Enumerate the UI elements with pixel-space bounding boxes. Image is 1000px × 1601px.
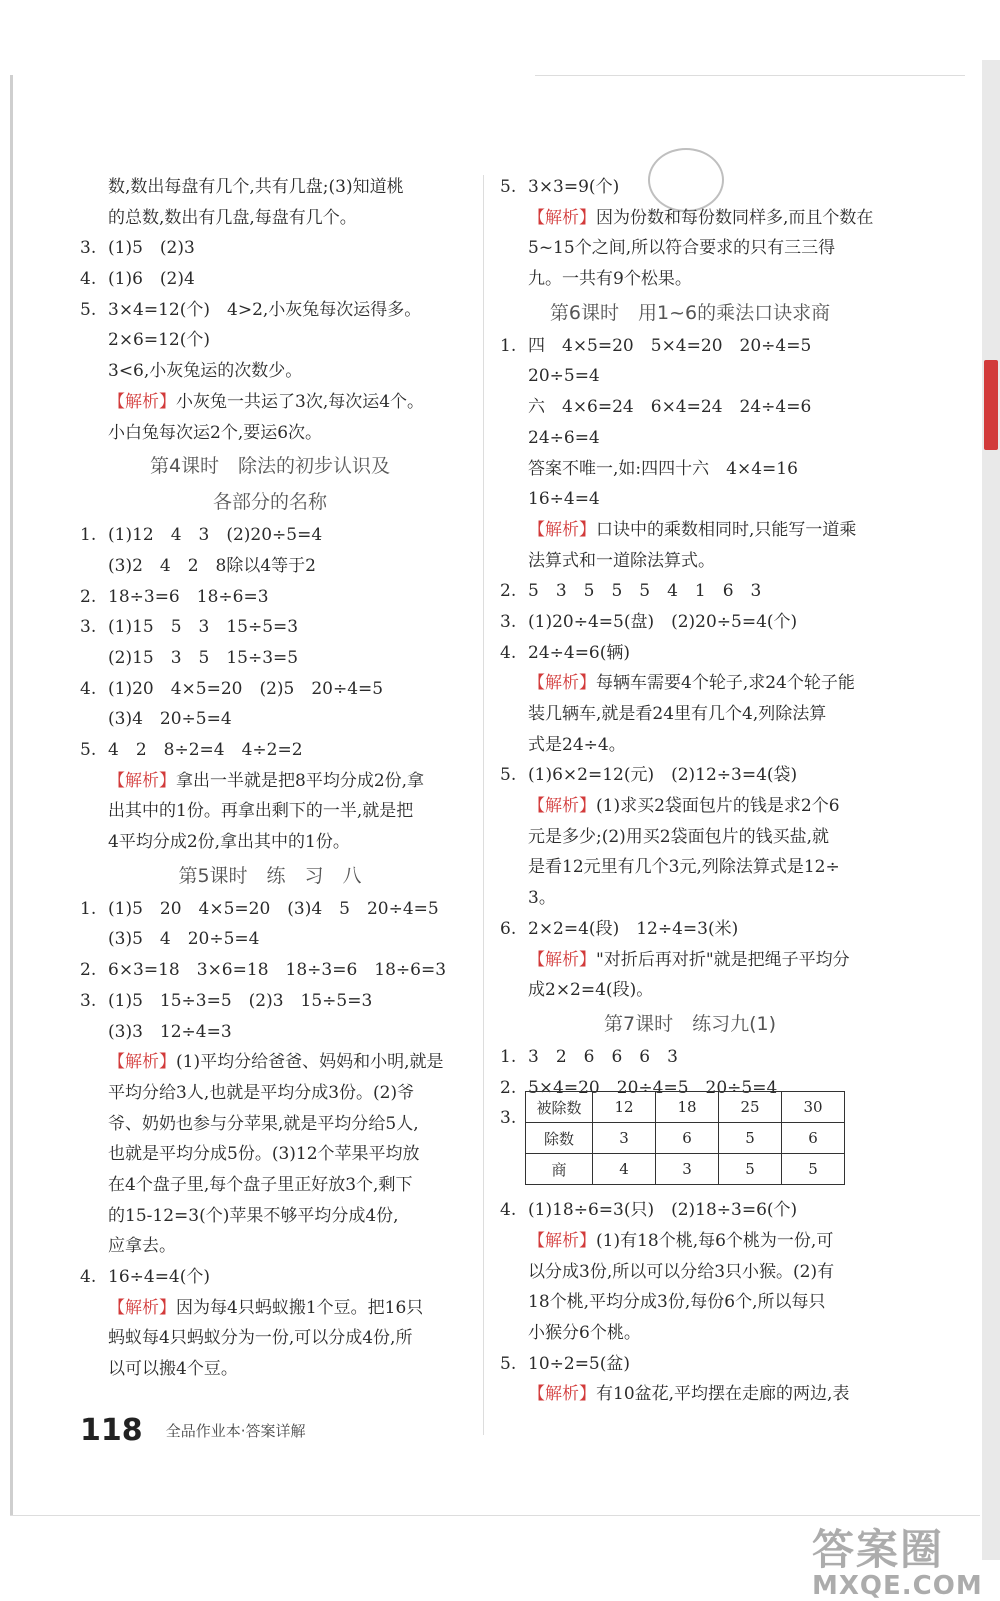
- answer-line: [80, 1170, 460, 1201]
- analysis-text: (1)有18个桃,每6个桃为一份,可: [596, 1231, 834, 1251]
- line-text: 4平均分成2份,拿出其中的1份。: [108, 832, 350, 853]
- line-text: 装几辆车,就是看24里有几个4,列除法算: [528, 704, 827, 724]
- table-row: [526, 1123, 845, 1154]
- row-header: 被除数: [526, 1092, 593, 1123]
- item-number: 2.: [80, 960, 97, 981]
- line-text: 出其中的1份。再拿出剩下的一半,就是把: [108, 801, 414, 822]
- line-text: 6×3=18 3×6=18 18÷3=6 18÷6=3: [108, 960, 447, 981]
- answer-line: [80, 1017, 460, 1048]
- answer-line: [500, 1226, 880, 1257]
- analysis-tag: 【解析】: [528, 673, 596, 694]
- line-text: 应拿去。: [108, 1236, 176, 1257]
- line-text: 第4课时 除法的初步认识及: [149, 455, 391, 478]
- answer-line: [500, 1195, 880, 1226]
- answer-line: [500, 454, 880, 485]
- column-divider: [483, 175, 484, 1435]
- line-text: 5 3 5 5 5 4 1 6 3: [528, 581, 762, 602]
- line-text: (1)5 20 4×5=20 (3)4 5 20÷4=5: [108, 898, 439, 919]
- line-text: 10÷2=5(盆): [528, 1353, 631, 1374]
- item-number: 4.: [80, 678, 97, 699]
- line-text: 法算式和一道除法算式。: [528, 550, 715, 571]
- line-text: 四 4×5=20 5×4=20 20÷4=5: [528, 335, 812, 356]
- line-text: 4 2 8÷2=4 4÷2=2: [108, 740, 303, 760]
- answer-line: [500, 822, 880, 853]
- analysis-text: 拿出一半就是把8平均分成2份,拿: [176, 770, 425, 791]
- line-text: [528, 515, 856, 546]
- edge-tab: [984, 360, 998, 450]
- item-number: 4.: [500, 642, 517, 663]
- answer-line: [500, 1287, 880, 1318]
- answer-line: [500, 914, 880, 945]
- answer-line: [80, 1323, 460, 1354]
- line-text: 成2×2=4(段)。: [528, 980, 654, 1001]
- answer-line: [80, 674, 460, 705]
- table-row: [526, 1092, 845, 1123]
- answer-line: [80, 1231, 460, 1262]
- division-table: [525, 1091, 845, 1185]
- table-cell: 18: [656, 1092, 719, 1123]
- line-text: [108, 766, 424, 797]
- answer-line: [500, 203, 880, 234]
- line-text: 20÷5=4: [528, 366, 600, 387]
- line-text: [528, 668, 855, 699]
- analysis-tag: 【解析】: [528, 796, 596, 817]
- item-number: 2.: [500, 1077, 517, 1098]
- logo-url: MXQE.COM: [812, 1571, 983, 1601]
- bottom-rule: [10, 1515, 980, 1516]
- item-number: 1.: [80, 525, 97, 546]
- line-text: (1)18÷6=3(只) (2)18÷3=6(个): [528, 1200, 798, 1221]
- answer-line: [500, 1257, 880, 1288]
- line-text: 的15-12=3(个)苹果不够平均分成4份,: [108, 1205, 399, 1226]
- analysis-tag: 【解析】: [528, 949, 596, 970]
- analysis-text: 因为每4只蚂蚁搬1个豆。把16只: [176, 1297, 424, 1318]
- analysis-text: 小灰兔一共运了3次,每次运4个。: [176, 391, 425, 412]
- line-text: (3)4 20÷5=4: [108, 709, 232, 730]
- item-number: 5.: [500, 177, 517, 197]
- line-text: 是看12元里有几个3元,列除法算式是12÷: [528, 857, 840, 878]
- analysis-text: 因为份数和每份数同样多,而且个数在: [596, 207, 874, 228]
- line-text: 3。: [528, 888, 556, 909]
- answer-line: [80, 356, 460, 387]
- item-number: 1.: [500, 335, 517, 356]
- line-text: [108, 1047, 443, 1078]
- page-footer: [80, 1413, 306, 1448]
- line-text: 以分成3份,所以可以分给3只小猴。(2)有: [528, 1261, 835, 1282]
- line-text: (1)6×2=12(元) (2)12÷3=4(袋): [528, 765, 798, 786]
- answer-line: [80, 582, 460, 613]
- item-number: 3.: [500, 611, 517, 632]
- item-number: 3.: [500, 1108, 517, 1129]
- line-text: [528, 791, 840, 822]
- line-text: 也就是平均分成5份。(3)12个苹果平均放: [108, 1144, 420, 1165]
- answer-line: [500, 515, 880, 546]
- analysis-tag: 【解析】: [528, 207, 596, 228]
- analysis-text: (1)平均分给爸爸、妈妈和小明,就是: [176, 1052, 444, 1073]
- line-text: 式是24÷4。: [528, 734, 626, 755]
- line-text: [528, 1226, 833, 1257]
- line-text: (1)20÷4=5(盘) (2)20÷5=4(个): [528, 611, 798, 632]
- item-number: 1.: [500, 1046, 517, 1067]
- line-text: [528, 1379, 849, 1410]
- line-text: 5×4=20 20÷4=5 20÷5=4: [528, 1077, 778, 1098]
- line-text: (1)12 4 3 (2)20÷5=4: [108, 525, 323, 546]
- answer-line: [80, 612, 460, 643]
- line-text: (1)15 5 3 15÷5=3: [108, 617, 299, 638]
- analysis-tag: 【解析】: [108, 770, 176, 791]
- item-number: 5.: [500, 1353, 517, 1374]
- item-number: 5.: [500, 765, 517, 786]
- left-column: [80, 172, 460, 1385]
- item-number: 3.: [80, 238, 97, 259]
- answer-line: [80, 172, 460, 203]
- answer-line: [80, 264, 460, 295]
- line-text: 18个桃,平均分成3份,每份6个,所以每只: [528, 1292, 826, 1313]
- table-cell: 30: [782, 1092, 845, 1123]
- answer-line: [500, 1042, 880, 1073]
- line-text: (3)5 4 20÷5=4: [108, 929, 260, 950]
- item-number: 4.: [80, 1267, 97, 1287]
- answer-line: [80, 418, 460, 449]
- answer-line: [80, 1293, 460, 1324]
- section-heading: [500, 1006, 880, 1042]
- answer-line: [500, 1349, 880, 1380]
- item-number: 3.: [80, 617, 97, 638]
- answer-line: [80, 796, 460, 827]
- answer-line: [500, 172, 880, 203]
- answer-line: [80, 295, 460, 326]
- answer-line: [500, 392, 880, 423]
- answer-line: [500, 699, 880, 730]
- line-text: 24÷6=4: [528, 427, 600, 448]
- answer-line: [80, 520, 460, 551]
- line-text: (3)3 12÷4=3: [108, 1021, 232, 1042]
- item-number: 4.: [80, 269, 97, 290]
- table-cell: 3: [593, 1123, 656, 1154]
- row-header: 商: [526, 1154, 593, 1185]
- line-text: [528, 203, 873, 234]
- answer-line: [500, 975, 880, 1006]
- item-number: 2.: [500, 581, 517, 602]
- section-heading: [80, 858, 460, 894]
- answer-line: [500, 668, 880, 699]
- line-text: 3 2 6 6 6 3: [528, 1046, 678, 1067]
- line-text: 第6课时 用1~6的乘法口诀求商: [549, 301, 831, 324]
- answer-line: [500, 607, 880, 638]
- answer-line: [500, 361, 880, 392]
- answer-line: [80, 643, 460, 674]
- answer-line: [500, 852, 880, 883]
- answer-line: [80, 325, 460, 356]
- section-heading: [80, 484, 460, 520]
- answer-line: [80, 1139, 460, 1170]
- answer-line: [500, 1318, 880, 1349]
- item-number: 2.: [80, 586, 97, 607]
- line-text: (3)2 4 2 8除以4等于2: [108, 555, 316, 576]
- line-text: 24÷4=6(辆): [528, 642, 631, 663]
- analysis-tag: 【解析】: [528, 1384, 596, 1405]
- line-text: 16÷4=4(个): [108, 1267, 211, 1287]
- answer-line: [80, 551, 460, 582]
- line-text: 小猴分6个桃。: [528, 1323, 641, 1344]
- analysis-text: 每辆车需要4个轮子,求24个轮子能: [596, 673, 855, 694]
- line-text: 数,数出每盘有几个,共有几盘;(3)知道桃: [108, 177, 404, 197]
- item-number: 5.: [80, 740, 97, 760]
- line-text: 元是多少;(2)用买2袋面包片的钱买盐,就: [528, 826, 830, 847]
- table-cell: 5: [719, 1154, 782, 1185]
- answer-line: [80, 704, 460, 735]
- answer-line: [80, 1201, 460, 1232]
- analysis-tag: 【解析】: [528, 1231, 596, 1251]
- line-text: 第5课时 练 习 八: [178, 864, 362, 887]
- watermark-logo: [812, 1517, 983, 1601]
- line-text: 六 4×6=24 6×4=24 24÷4=6: [528, 397, 812, 418]
- line-text: (2)15 3 5 15÷3=5: [108, 647, 299, 668]
- answer-line: [500, 945, 880, 976]
- right-column: [500, 172, 880, 1410]
- table-cell: 6: [782, 1123, 845, 1154]
- line-text: 3<6,小灰兔运的次数少。: [108, 361, 303, 382]
- page-number: 118: [80, 1413, 143, 1448]
- answer-line: [80, 1262, 460, 1293]
- line-text: [108, 1293, 423, 1324]
- answer-line: [500, 233, 880, 264]
- analysis-tag: 【解析】: [108, 1052, 176, 1073]
- answer-line: [80, 827, 460, 858]
- line-text: 2×2=4(段) 12÷4=3(米): [528, 918, 739, 939]
- line-text: [108, 387, 424, 418]
- item-number: 5.: [80, 299, 97, 320]
- page-border: [10, 75, 13, 1515]
- table-cell: 25: [719, 1092, 782, 1123]
- line-text: 小白兔每次运2个,要运6次。: [108, 422, 323, 443]
- analysis-text: "对折后再对折"就是把绳子平均分: [596, 949, 850, 970]
- table-cell: 3: [656, 1154, 719, 1185]
- line-text: 18÷3=6 18÷6=3: [108, 586, 269, 607]
- answer-line: [80, 735, 460, 766]
- answer-line: [80, 894, 460, 925]
- answer-line: [80, 1078, 460, 1109]
- analysis-text: 口诀中的乘数相同时,只能写一道乘: [596, 519, 857, 540]
- answer-line: [500, 546, 880, 577]
- answer-line: [80, 1354, 460, 1385]
- section-heading: [500, 295, 880, 331]
- answer-line: [80, 955, 460, 986]
- page-edge: [982, 60, 1000, 1560]
- table-row: [526, 1154, 845, 1185]
- answer-line: [500, 264, 880, 295]
- analysis-tag: 【解析】: [108, 1297, 176, 1318]
- answer-line: [500, 484, 880, 515]
- answer-line: [80, 766, 460, 797]
- line-text: (1)20 4×5=20 (2)5 20÷4=5: [108, 678, 384, 699]
- answer-line: [80, 387, 460, 418]
- answer-line: [80, 1047, 460, 1078]
- answer-line: [500, 423, 880, 454]
- line-text: 爷、奶奶也参与分苹果,就是平均分给5人,: [108, 1113, 419, 1134]
- line-text: 各部分的名称: [212, 491, 327, 514]
- book-title: 全品作业本·答案详解: [165, 1422, 306, 1440]
- analysis-text: 有10盆花,平均摆在走廊的两边,表: [596, 1384, 850, 1405]
- answer-line: [500, 331, 880, 362]
- answer-line: [500, 576, 880, 607]
- answer-line: [80, 1109, 460, 1140]
- answer-line: [80, 233, 460, 264]
- answer-line: [500, 730, 880, 761]
- table-cell: 5: [782, 1154, 845, 1185]
- line-text: 5~15个之间,所以符合要求的只有三三得: [528, 238, 836, 259]
- answer-line: [80, 986, 460, 1017]
- item-number: 1.: [80, 898, 97, 919]
- answer-line: [500, 1379, 880, 1410]
- table-cell: 4: [593, 1154, 656, 1185]
- line-text: 以可以搬4个豆。: [108, 1359, 238, 1380]
- item-number: 4.: [500, 1200, 517, 1221]
- line-text: 答案不唯一,如:四四十六 4×4=16: [528, 458, 798, 479]
- answer-line: [500, 638, 880, 669]
- answer-line: [500, 760, 880, 791]
- row-header: 除数: [526, 1123, 593, 1154]
- answer-line: [500, 883, 880, 914]
- line-text: 16÷4=4: [528, 489, 600, 510]
- line-text: 蚂蚁每4只蚂蚁分为一份,可以分成4份,所: [108, 1328, 413, 1349]
- line-text: [528, 945, 850, 976]
- top-rule: [535, 75, 965, 76]
- answer-line: [80, 203, 460, 234]
- logo-text: 答案圈: [812, 1525, 945, 1574]
- analysis-text: (1)求买2袋面包片的钱是求2个6: [596, 796, 840, 817]
- line-text: 平均分给3人,也就是平均分成3份。(2)爷: [108, 1082, 415, 1103]
- line-text: 在4个盘子里,每个盘子里正好放3个,剩下: [108, 1174, 413, 1195]
- line-text: 3×4=12(个) 4>2,小灰兔每次运得多。: [108, 299, 422, 320]
- analysis-tag: 【解析】: [528, 519, 596, 540]
- answer-line: [500, 791, 880, 822]
- line-text: (1)5 (2)3: [108, 238, 195, 259]
- answer-line: [80, 924, 460, 955]
- analysis-tag: 【解析】: [108, 391, 176, 412]
- line-text: (1)5 15÷3=5 (2)3 15÷5=3: [108, 990, 373, 1011]
- line-text: 第7课时 练习九(1): [603, 1012, 776, 1035]
- item-number: 6.: [500, 918, 517, 939]
- table-cell: 5: [719, 1123, 782, 1154]
- line-text: 3×3=9(个): [528, 177, 620, 197]
- line-text: 2×6=12(个): [108, 330, 211, 351]
- table-cell: 12: [593, 1092, 656, 1123]
- line-text: 的总数,数出有几盘,每盘有几个。: [108, 207, 357, 228]
- line-text: (1)6 (2)4: [108, 269, 195, 290]
- item-number: 3.: [80, 990, 97, 1011]
- line-text: 九。一共有9个松果。: [528, 269, 692, 290]
- table-cell: 6: [656, 1123, 719, 1154]
- section-heading: [80, 448, 460, 484]
